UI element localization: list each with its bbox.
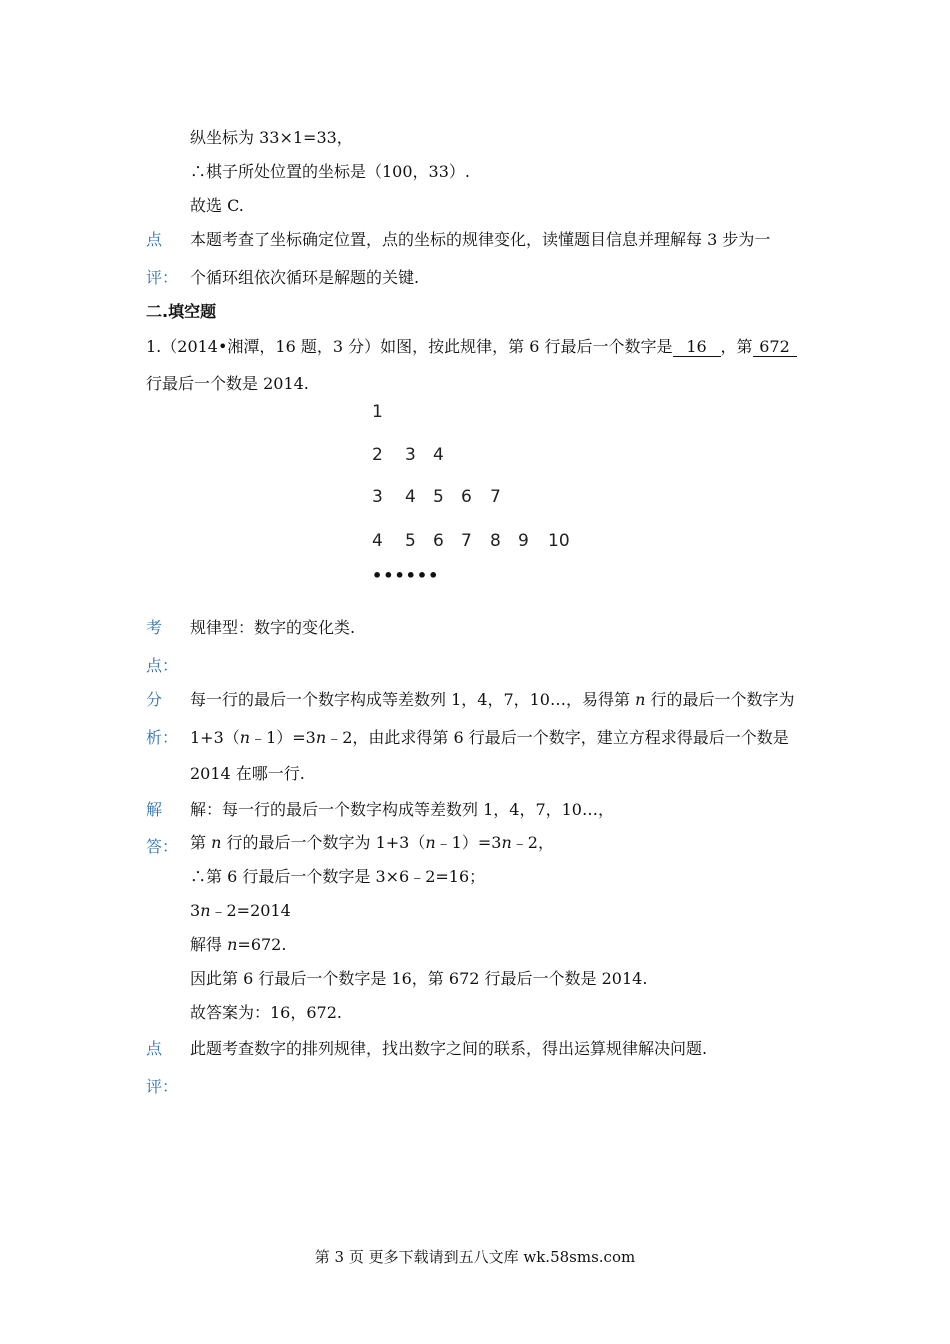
variable-n: n (239, 728, 251, 747)
question-middle: ，第 (720, 337, 753, 356)
fenxi-text: 行的最后一个数字为 (645, 690, 795, 709)
dianping-label: 点 (146, 1039, 163, 1058)
variable-n: n (501, 833, 512, 852)
variable-n: n (315, 728, 327, 747)
text-line: ∴棋子所处位置的坐标是（100，33）. (190, 162, 470, 181)
dianping-label: 评： (146, 1077, 179, 1096)
question-line (146, 337, 797, 357)
figure-number: 1 (372, 402, 383, 422)
figure-ellipsis: •••••• (372, 566, 440, 585)
figure-number: 7 (490, 487, 501, 507)
fenxi-line-3: 2014 在哪一行. (190, 764, 305, 783)
jieda-line-1: 解：每一行的最后一个数字构成等差数列 1，4，7，10…， (190, 800, 614, 819)
figure-number: 3 (405, 445, 416, 465)
answer-blank-1: 16 (673, 338, 721, 357)
section-title: 二.填空题 (146, 302, 217, 321)
variable-n: n (425, 833, 436, 852)
jieda-line-2 (190, 833, 554, 853)
question-line-2: 行最后一个数是 2014. (146, 374, 309, 393)
comment-text: 个循环组依次循环是解题的关键. (190, 268, 420, 287)
dianping-text: 此题考查数字的排列规律，找出数字之间的联系，得出运算规律解决问题. (190, 1039, 708, 1058)
figure-number: 8 (490, 531, 501, 551)
fenxi-label: 析： (146, 728, 179, 747)
text-line: 故选 C. (190, 196, 244, 215)
variable-n: n (635, 690, 646, 709)
number-triangle-figure (362, 398, 592, 594)
comment-label: 点 (146, 230, 163, 249)
kaodian-label: 点： (146, 656, 179, 675)
figure-number: 4 (433, 445, 444, 465)
figure-number: 2 (372, 445, 383, 465)
figure-number: 4 (372, 531, 383, 551)
variable-n: n (200, 901, 211, 920)
fenxi-text: 每一行的最后一个数字构成等差数列 1，4，7，10…，易得第 (190, 690, 636, 709)
text-line: 纵坐标为 33×1=33， (190, 128, 353, 147)
figure-number: 9 (518, 531, 529, 551)
answer-blank-2: 672 (753, 338, 797, 357)
fenxi-line-2 (190, 728, 789, 748)
comment-text: 本题考查了坐标确定位置，点的坐标的规律变化，读懂题目信息并理解每 3 步为一 (190, 230, 771, 249)
figure-number: 6 (433, 531, 444, 551)
fenxi-text: ﹣2，由此求得第 6 行最后一个数字，建立方程求得最后一个数是 (326, 728, 789, 747)
variable-n: n (211, 833, 222, 852)
fenxi-line-1 (190, 690, 794, 710)
jieda-line-7: 故答案为：16，672. (190, 1003, 342, 1022)
fenxi-text: ﹣1）=3 (250, 728, 316, 747)
figure-number: 10 (548, 531, 570, 551)
figure-number: 7 (461, 531, 472, 551)
variable-n: n (227, 935, 238, 954)
kaodian-label: 考 (146, 618, 163, 637)
figure-number: 5 (433, 487, 444, 507)
jieda-line-5 (190, 935, 286, 955)
jieda-text: =672. (237, 935, 287, 954)
jieda-text: ﹣1）=3 (435, 833, 502, 852)
fenxi-text: 1+3（ (190, 728, 240, 747)
figure-number: 6 (461, 487, 472, 507)
jieda-text: 行的最后一个数字为 1+3（ (221, 833, 426, 852)
fenxi-label: 分 (146, 690, 163, 709)
jieda-text: 第 (190, 833, 212, 852)
jieda-line-4 (190, 901, 291, 921)
jieda-label: 解 (146, 800, 163, 819)
jieda-line-3: ∴第 6 行最后一个数字是 3×6﹣2=16； (190, 867, 486, 886)
comment-label: 评： (146, 268, 179, 287)
figure-number: 5 (405, 531, 416, 551)
jieda-label: 答： (146, 837, 179, 856)
jieda-text: 3 (190, 901, 201, 920)
jieda-text: ﹣2=2014 (210, 901, 291, 920)
figure-number: 3 (372, 487, 383, 507)
page-footer: 第 3 页 更多下载请到五八文库 wk.58sms.com (314, 1248, 636, 1266)
jieda-text: ﹣2， (511, 833, 554, 852)
jieda-text: 解得 (190, 935, 228, 954)
jieda-line-6: 因此第 6 行最后一个数字是 16，第 672 行最后一个数是 2014. (190, 969, 648, 988)
kaodian-text: 规律型：数字的变化类. (190, 618, 356, 637)
question-prefix: 1.（2014•湘潭，16 题，3 分）如图，按此规律，第 6 行最后一个数字是 (146, 337, 673, 356)
figure-number: 4 (405, 487, 416, 507)
